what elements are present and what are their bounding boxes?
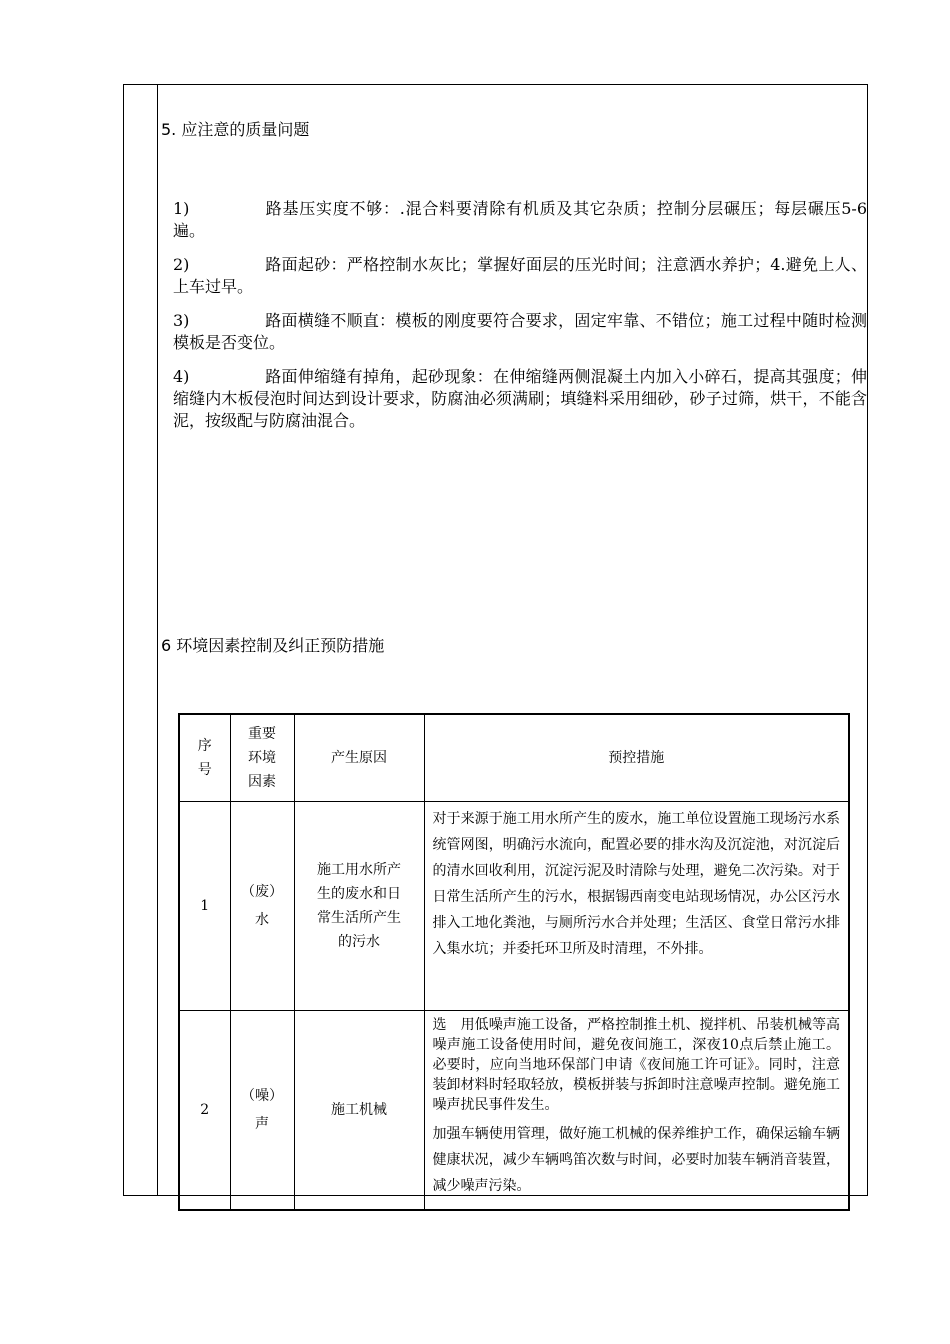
item-text: 路面横缝不顺直：模板的刚度要符合要求，固定牢靠、不错位；施工过程中随时检测模板是否变位。	[173, 311, 867, 352]
cell-seq: 1	[179, 802, 230, 1011]
cell-cause: 施工机械	[294, 1011, 424, 1211]
list-item	[173, 366, 867, 432]
item-text: 路面起砂：严格控制水灰比；掌握好面层的压光时间；注意洒水养护；4.避免上人、上车过早。	[173, 255, 867, 296]
section-6-title: 6 环境因素控制及纠正预防措施	[161, 636, 385, 655]
item-number: 4)	[173, 367, 190, 386]
cell-factor: （噪）声	[230, 1011, 294, 1211]
list-item	[173, 198, 867, 242]
header-factor: 重要环境因素	[230, 714, 294, 802]
item-number: 3)	[173, 311, 190, 330]
frame-divider	[157, 84, 158, 1196]
cell-factor: （废）水	[230, 802, 294, 1011]
cell-measures: 对于来源于施工用水所产生的废水，施工单位设置施工现场污水系统管网图，明确污水流向，配置必要的排水沟及沉淀池，对沉淀后的清水回收利用，沉淀污泥及时清除与处理，避免二次污染。对于日常生活所产生的污水，根据锡西南变电站现场情况，办公区污水排入工地化粪池，与厕所污水合并处理；生活区、食堂日常污水排入集水坑；并委托环卫所及时清理，不外排。	[424, 802, 849, 1011]
item-number: 1)	[173, 199, 190, 218]
table-header-row	[179, 714, 849, 802]
table-row	[179, 1011, 849, 1211]
quality-issues-list	[173, 198, 867, 444]
item-text: 路面伸缩缝有掉角，起砂现象：在伸缩缝两侧混凝土内加入小碎石，提高其强度；伸缩缝内木板侵泡时间达到设计要求，防腐油必须满刷；填缝料采用细砂，砂子过筛，烘干，不能含泥，按级配与防腐油混合。	[173, 367, 867, 430]
environment-table	[178, 713, 850, 1211]
cell-measures: 选 用低噪声施工设备，严格控制推土机、搅拌机、吊装机械等高噪声施工设备使用时间，避免夜间施工，深夜10点后禁止施工。必要时，应向当地环保部门申请《夜间施工许可证》。同时，注意装卸材料时轻取轻放，模板拼装与拆卸时注意噪声控制。避免施工噪声扰民事件发生。 加强车辆使用管理，做好施工机械的保养维护工作，确保运输车辆健康状况，减少车辆鸣笛次数与时间，必要时加装车辆消音装置，减少噪声污染。	[424, 1011, 849, 1211]
section-5-title: 5. 应注意的质量问题	[161, 120, 310, 139]
list-item	[173, 254, 867, 298]
list-item	[173, 310, 867, 354]
table-row	[179, 802, 849, 1011]
cell-cause: 施工用水所产生的废水和日常生活所产生的污水	[294, 802, 424, 1011]
header-measures: 预控措施	[424, 714, 849, 802]
cell-seq: 2	[179, 1011, 230, 1211]
item-text: 路基压实度不够：.混合料要清除有机质及其它杂质；控制分层碾压；每层碾压5-6遍。	[173, 199, 867, 240]
header-seq: 序号	[179, 714, 230, 802]
header-cause: 产生原因	[294, 714, 424, 802]
item-number: 2)	[173, 255, 190, 274]
